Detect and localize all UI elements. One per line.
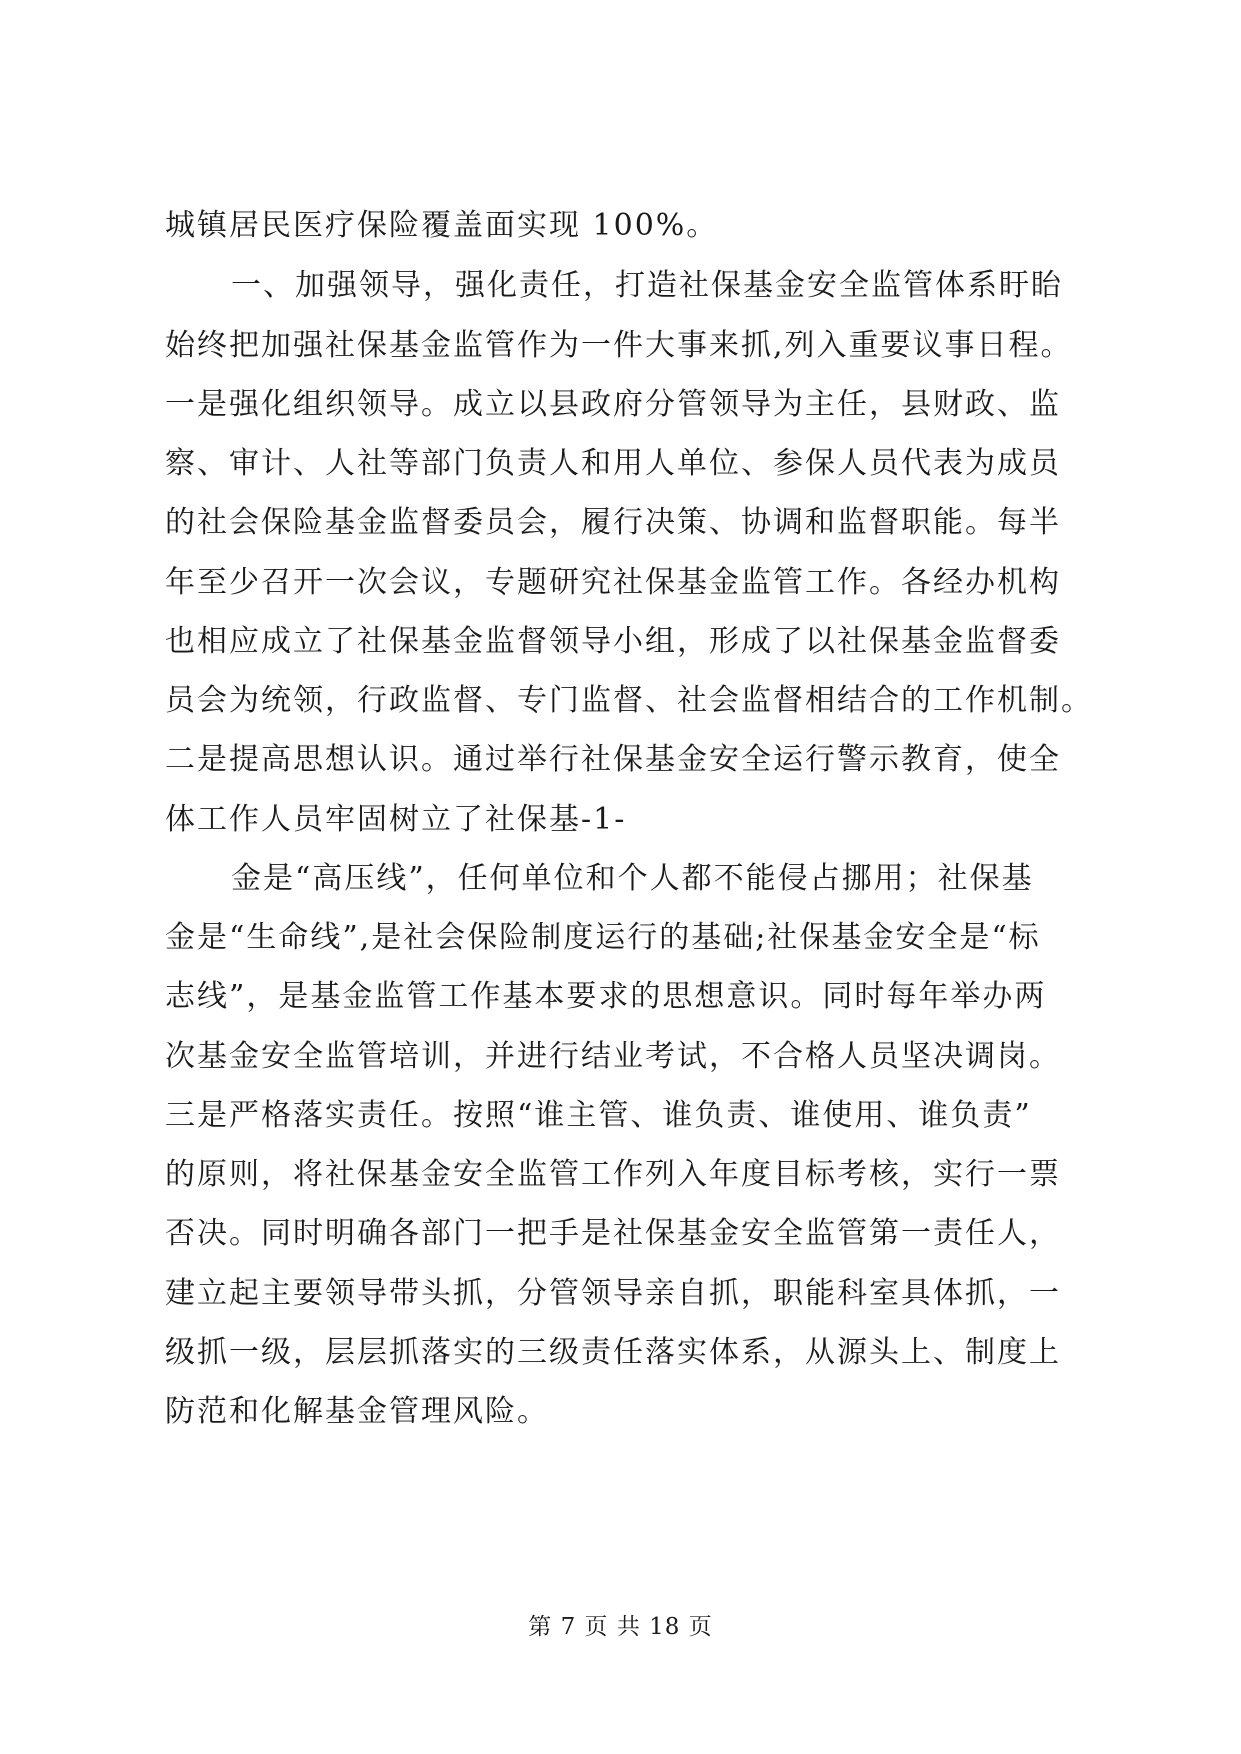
text-line: 员会为统领，行政监督、专门监督、社会监督相结合的工作机制。 [165, 683, 1093, 718]
text-line: 二是提高思想认识。通过举行社保基金安全运行警示教育，使全 [165, 742, 1061, 777]
page-number-footer: 第 7 页 共 18 页 [528, 1614, 713, 1640]
text-line: 防范和化解基金管理风险。 [165, 1394, 549, 1429]
text-line: 志线”，是基金监管工作基本要求的思想意识。同时每年举办两 [165, 979, 1047, 1014]
text-line: 级抓一级，层层抓落实的三级责任落实体系，从源头上、制度上 [165, 1335, 1061, 1370]
text-line: 否决。同时明确各部门一把手是社保基金安全监管第一责任人， [165, 1216, 1061, 1251]
text-line: 次基金安全监管培训，并进行结业考试，不合格人员坚决调岗。 [165, 1039, 1061, 1074]
text-line: 城镇居民医疗保险覆盖面实现 100%。 [165, 208, 719, 243]
text-line: 一、加强领导，强化责任，打造社保基金安全监管体系盱眙 [231, 268, 1063, 303]
text-line: 始终把加强社保基金监管作为一件大事来抓,列入重要议事日程。 [165, 328, 1073, 363]
text-line: 体工作人员牢固树立了社保基-1- [165, 802, 627, 837]
text-line: 三是严格落实责任。按照“谁主管、谁负责、谁使用、谁负责” [165, 1098, 1032, 1133]
text-line: 的原则，将社保基金安全监管工作列入年度目标考核，实行一票 [165, 1157, 1061, 1192]
text-line: 金是“高压线”，任何单位和个人都不能侵占挪用；社保基 [231, 861, 1034, 896]
text-line: 也相应成立了社保基金监督领导小组，形成了以社保基金监督委 [165, 624, 1061, 659]
text-line: 一是强化组织领导。成立以县政府分管领导为主任，县财政、监 [165, 387, 1061, 422]
text-line: 年至少召开一次会议，专题研究社保基金监管工作。各经办机构 [165, 565, 1061, 600]
text-line: 察、审计、人社等部门负责人和用人单位、参保人员代表为成员 [165, 446, 1061, 481]
text-line: 的社会保险基金监督委员会，履行决策、协调和监督职能。每半 [165, 505, 1061, 540]
text-line: 金是“生命线”,是社会保险制度运行的基础;社保基金安全是“标 [165, 920, 1041, 955]
text-line: 建立起主要领导带头抓，分管领导亲自抓，职能科室具体抓，一 [165, 1276, 1061, 1311]
